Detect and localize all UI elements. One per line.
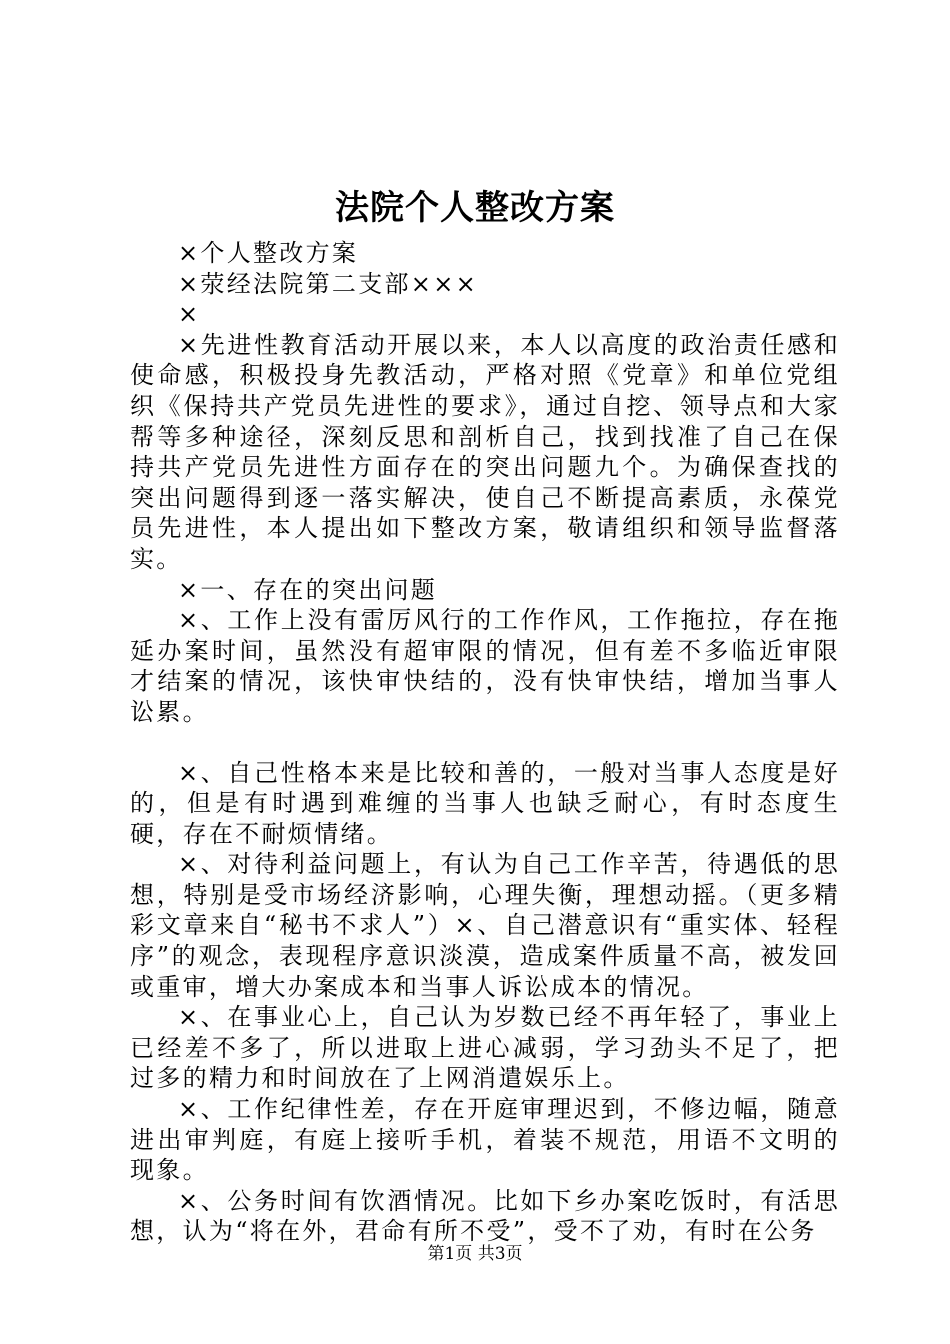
paragraph: ×先进性教育活动开展以来，本人以高度的政治责任感和使命感，积极投身先教活动，严格对照《党章》和单位党组织《保持共产党员先进性的要求》，通过自挖、领导点和大家帮等多种途径，深刻反思和剖析自己，找到找准了自己在保持共产党员先进性方面存在的突出问题九个。为确保查找的突出问题得到逐一落实解决，使自己不断提高素质，永葆党员先进性，本人提出如下整改方案，敬请组织和领导监督落实。 [130, 330, 840, 573]
paragraph: ×、自己性格本来是比较和善的，一般对当事人态度是好的，但是有时遇到难缠的当事人也缺乏耐心，有时态度生硬，存在不耐烦情绪。 [130, 758, 840, 848]
paragraph: × [178, 300, 201, 329]
paragraph: ×、工作上没有雷厉风行的工作作风，工作拖拉，存在拖延办案时间，虽然没有超审限的情况，但有差不多临近审限才结案的情况，该快审快结的，没有快审快结，增加当事人讼累。 [130, 606, 840, 726]
document-body [130, 238, 840, 1247]
paragraph: ×、对待利益问题上，有认为自己工作辛苦，待遇低的思想，特别是受市场经济影响，心理失衡，理想动摇。（更多精彩文章来自“秘书不求人”）×、自己潜意识有“重实体、轻程序”的观念，表现程序意识淡漠，造成案件质量不高，被发回或重审，增大办案成本和当事人诉讼成本的情况。 [130, 850, 840, 1001]
paragraph: ×、工作纪律性差，存在开庭审理迟到，不修边幅，随意进出审判庭，有庭上接听手机，着装不规范，用语不文明的现象。 [130, 1095, 840, 1185]
paragraph: ×个人整改方案 [178, 239, 359, 267]
paragraph: ×荥经法院第二支部××× [178, 269, 479, 298]
document-title: 法院个人整改方案 [335, 188, 615, 228]
paragraph: ×、在事业心上，自己认为岁数已经不再年轻了，事业上已经差不多了，所以进取上进心减弱，学习劲头不足了，把过多的精力和时间放在了上网消遣娱乐上。 [130, 1003, 840, 1093]
page-number-footer: 第1页 共3页 [427, 1244, 523, 1264]
paragraph: ×、公务时间有饮酒情况。比如下乡办案吃饭时，有活思想，认为“将在外，君命有所不受”，受不了劝，有时在公务 [130, 1186, 840, 1246]
section-heading: ×一、存在的突出问题 [178, 575, 438, 604]
